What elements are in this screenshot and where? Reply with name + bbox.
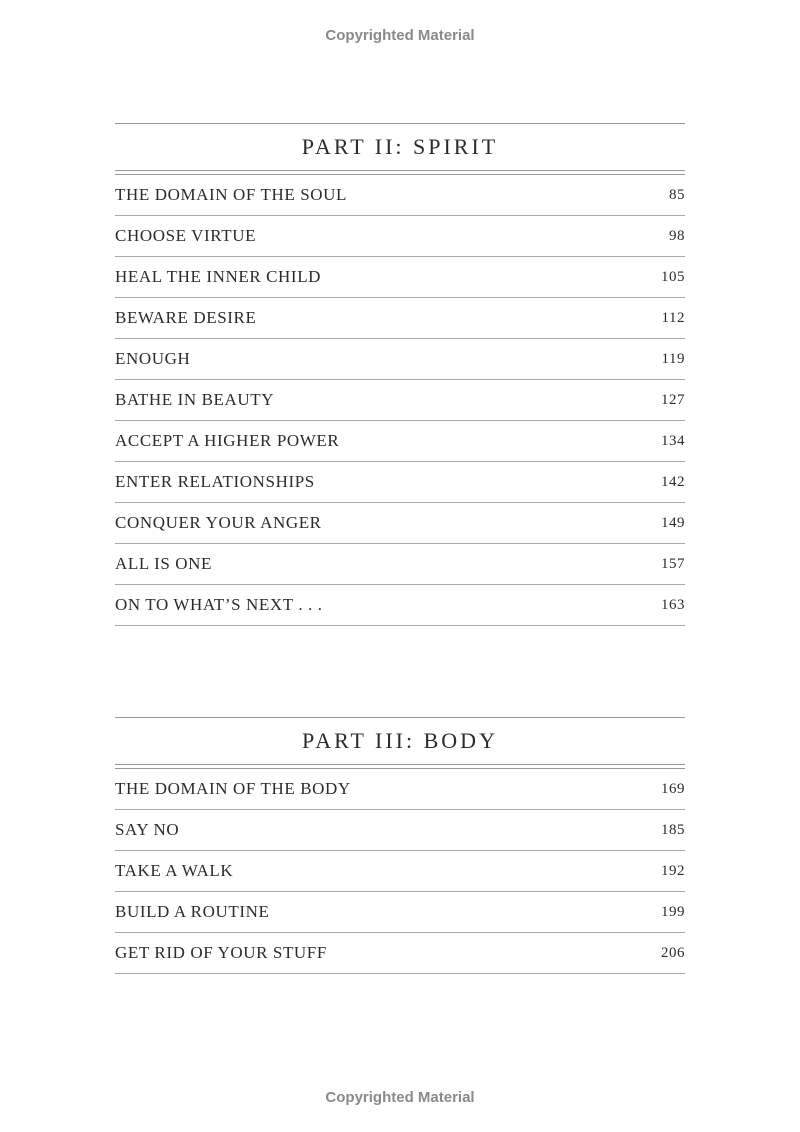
toc-entry-title: CONQUER YOUR ANGER bbox=[115, 513, 322, 532]
toc-entry-title: ENOUGH bbox=[115, 349, 191, 368]
part-title: PART II: SPIRIT bbox=[115, 123, 685, 170]
toc-entry-title: CHOOSE VIRTUE bbox=[115, 226, 257, 245]
toc-entry-title: SAY NO bbox=[115, 820, 180, 839]
toc-entry-title: BUILD A ROUTINE bbox=[115, 902, 270, 921]
part-2-section bbox=[115, 123, 685, 626]
toc-entry-title: TAKE A WALK bbox=[115, 861, 234, 880]
toc-entry-page-number: 199 bbox=[661, 903, 685, 920]
toc-entry bbox=[115, 585, 685, 626]
copyright-watermark-top: Copyrighted Material bbox=[325, 27, 475, 44]
toc-entry-page-number: 149 bbox=[661, 514, 685, 531]
toc-entry-page-number: 163 bbox=[661, 596, 685, 613]
toc-entry-page-number: 119 bbox=[661, 350, 685, 367]
toc-entry bbox=[115, 216, 685, 257]
toc-entry bbox=[115, 933, 685, 974]
toc-entry bbox=[115, 544, 685, 585]
toc-entry-title: ALL IS ONE bbox=[115, 554, 212, 573]
toc-entry-title: THE DOMAIN OF THE SOUL bbox=[115, 185, 347, 204]
toc-entry bbox=[115, 769, 685, 810]
toc-entry-title: BATHE IN BEAUTY bbox=[115, 390, 275, 409]
part-title: PART III: BODY bbox=[115, 717, 685, 764]
toc-entry bbox=[115, 462, 685, 503]
part-3-section bbox=[115, 717, 685, 974]
toc-entry bbox=[115, 503, 685, 544]
toc-entry-page-number: 112 bbox=[661, 309, 685, 326]
toc-entry-page-number: 105 bbox=[661, 268, 685, 285]
toc-entry-page-number: 127 bbox=[661, 391, 685, 408]
toc-entry-title: ENTER RELATIONSHIPS bbox=[115, 472, 315, 491]
toc-entry-title: BEWARE DESIRE bbox=[115, 308, 257, 327]
toc-entry-title: GET RID OF YOUR STUFF bbox=[115, 943, 327, 962]
toc-entry-page-number: 98 bbox=[669, 227, 685, 244]
copyright-watermark-bottom: Copyrighted Material bbox=[325, 1089, 475, 1106]
toc-entry-title: ON TO WHAT’S NEXT . . . bbox=[115, 595, 323, 614]
toc-list bbox=[115, 175, 685, 626]
toc-entry-title: ACCEPT A HIGHER POWER bbox=[115, 431, 340, 450]
toc-entry bbox=[115, 421, 685, 462]
toc-entry-page-number: 185 bbox=[661, 821, 685, 838]
toc-entry bbox=[115, 810, 685, 851]
toc-entry-title: THE DOMAIN OF THE BODY bbox=[115, 779, 351, 798]
toc-entry-page-number: 157 bbox=[661, 555, 685, 572]
toc-entry-page-number: 85 bbox=[669, 186, 685, 203]
toc-entry-title: HEAL THE INNER CHILD bbox=[115, 267, 322, 286]
toc-entry bbox=[115, 257, 685, 298]
toc-entry-page-number: 142 bbox=[661, 473, 685, 490]
toc-entry-page-number: 206 bbox=[661, 944, 685, 961]
toc-entry bbox=[115, 298, 685, 339]
toc-entry bbox=[115, 380, 685, 421]
toc-entry bbox=[115, 851, 685, 892]
toc-entry-page-number: 169 bbox=[661, 780, 685, 797]
toc-entry bbox=[115, 175, 685, 216]
toc-entry-page-number: 134 bbox=[661, 432, 685, 449]
toc-entry bbox=[115, 892, 685, 933]
toc-entry bbox=[115, 339, 685, 380]
toc-entry-page-number: 192 bbox=[661, 862, 685, 879]
toc-list bbox=[115, 769, 685, 974]
